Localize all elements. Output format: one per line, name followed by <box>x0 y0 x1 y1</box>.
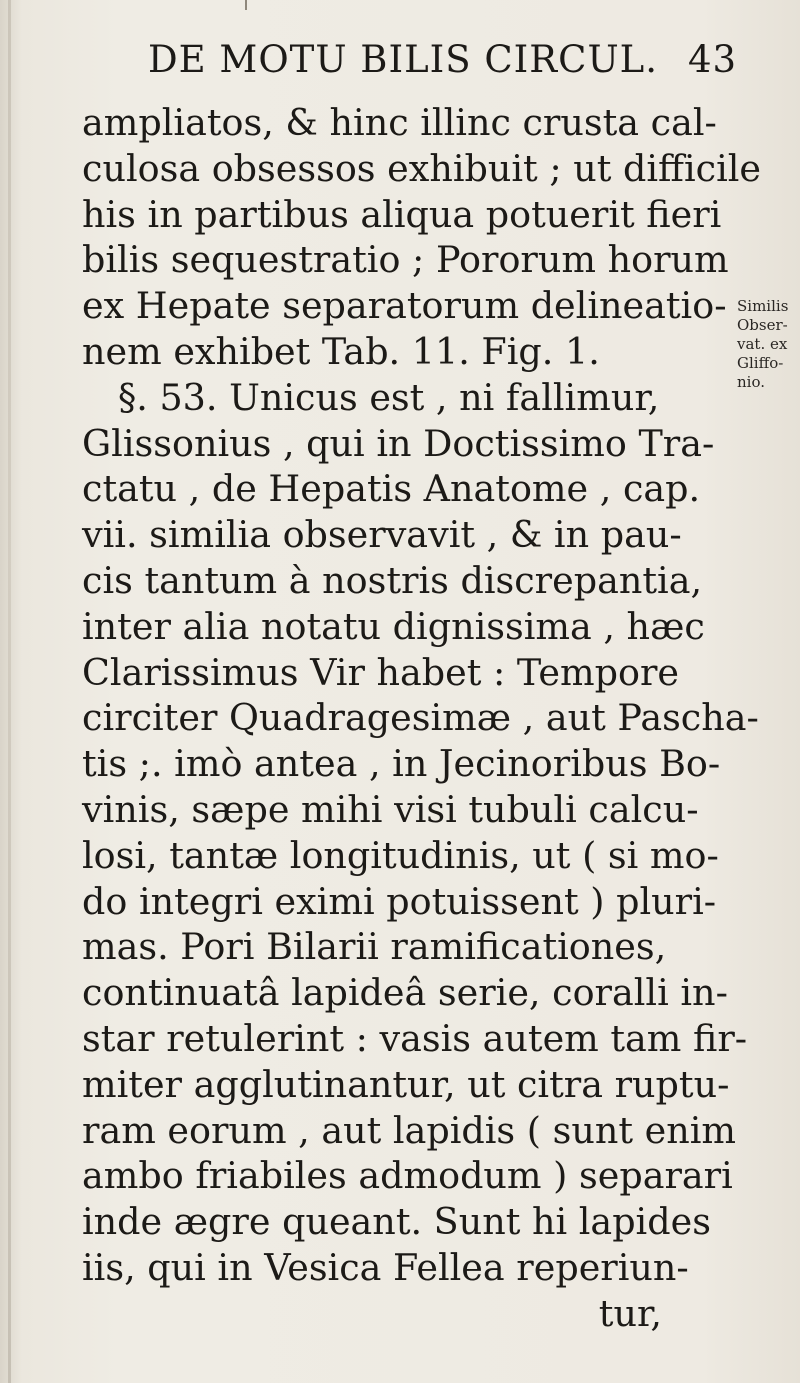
text-line: his in partibus aliqua potuerit fieri <box>82 192 722 236</box>
text-line: mas. Pori Bilarii ramificationes, <box>82 925 667 969</box>
margin-note <box>737 297 797 392</box>
text-line: Clarissimus Vir habet : Tempore <box>82 650 680 694</box>
text-line: tis ;. imò antea , in Jecinoribus Bo- <box>82 742 721 786</box>
text-line: do integri eximi potuissent ) pluri- <box>82 879 717 923</box>
section-heading-line: §. 53. Unicus est , ni fallimur, <box>118 375 660 419</box>
text-line: ex Hepate separatorum delineatio- <box>82 284 727 328</box>
margin-note-line: nio. <box>737 373 765 391</box>
text-line: ambo friabiles admodum ) separari <box>82 1154 733 1198</box>
binding-gutter <box>8 0 11 1383</box>
text-line: star retulerint : vasis autem tam fir- <box>82 1016 748 1060</box>
page-number: 43 <box>688 38 738 81</box>
text-line: vinis, sæpe mihi visi tubuli calcu- <box>82 787 699 831</box>
text-line: losi, tantæ longitudinis, ut ( si mo- <box>82 833 719 877</box>
text-line: vii. similia observavit , & in pau- <box>82 513 682 557</box>
text-line: inde ægre queant. Sunt hi lapides <box>82 1200 711 1244</box>
text-line: inter alia notatu dignissima , hæc <box>82 604 705 648</box>
text-line: ampliatos, & hinc illinc crusta cal- <box>82 101 717 144</box>
header-title: DE MOTU BILIS CIRCUL. <box>148 38 658 81</box>
margin-note-line: Obser- <box>737 316 788 334</box>
text-line: bilis sequestratio ; Pororum horum <box>82 238 729 282</box>
text-line: continuatâ lapideâ serie, coralli in- <box>82 971 728 1015</box>
text-line: ram eorum , aut lapidis ( sunt enim <box>82 1108 737 1152</box>
margin-note-line: Gliffo- <box>737 354 784 372</box>
text-line: circiter Quadragesimæ , aut Pascha- <box>82 696 759 740</box>
running-header <box>148 38 748 94</box>
print-mark <box>245 0 247 10</box>
margin-note-line: vat. ex <box>737 335 788 353</box>
text-line: culosa obsessos exhibuit ; ut difficile <box>82 146 762 190</box>
text-line: iis, qui in Vesica Fellea reperiun- <box>82 1245 689 1289</box>
text-line: Glissonius , qui in Doctissimo Tra- <box>82 421 715 465</box>
text-line: miter agglutinantur, ut citra ruptu- <box>82 1062 730 1106</box>
text-line: cis tantum à nostris discrepantia, <box>82 558 703 602</box>
text-line: ctatu , de Hepatis Anatome , cap. <box>82 467 701 511</box>
catchword-line: tur, <box>598 1291 662 1335</box>
text-line: nem exhibet Tab. 11. Fig. 1. <box>82 329 600 373</box>
margin-note-line: Similis <box>737 297 789 315</box>
